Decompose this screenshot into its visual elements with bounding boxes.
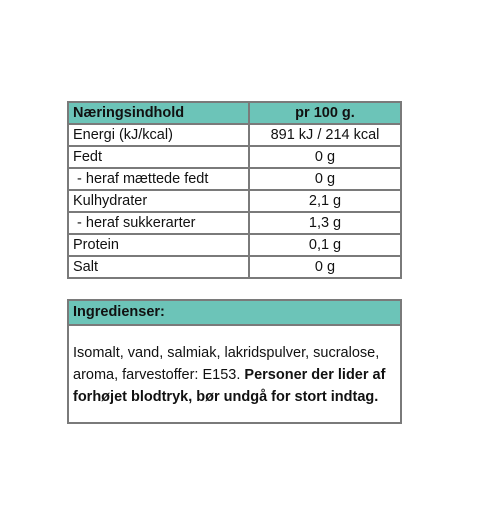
ingredients-text: Isomalt, vand, salmiak, lakridspulver, sucralose, aroma, farvestoffer: E153. xyxy=(73,345,380,383)
nutrition-row xyxy=(68,256,401,278)
nutrient-value: 1,3 g xyxy=(249,212,401,234)
nutrition-header-name: Næringsindhold xyxy=(68,102,249,124)
nutrition-row xyxy=(68,146,401,168)
nutrition-row xyxy=(68,190,401,212)
nutrition-row xyxy=(68,168,401,190)
nutrient-value: 0 g xyxy=(249,146,401,168)
nutrient-name: Fedt xyxy=(68,146,249,168)
nutrition-table xyxy=(67,101,402,279)
nutrient-value: 0,1 g xyxy=(249,234,401,256)
nutrition-row xyxy=(68,212,401,234)
nutrient-name: Kulhydrater xyxy=(68,190,249,212)
nutrient-name: - heraf sukkerarter xyxy=(68,212,249,234)
ingredients-body xyxy=(69,326,400,408)
nutrition-header-value: pr 100 g. xyxy=(249,102,401,124)
nutrient-value: 2,1 g xyxy=(249,190,401,212)
ingredients-warning: Personer der lider af forhøjet blodtryk, bør undgå for stort indtag. xyxy=(73,367,386,405)
nutrient-name: Energi (kJ/kcal) xyxy=(68,124,249,146)
nutrition-row xyxy=(68,124,401,146)
nutrition-row xyxy=(68,234,401,256)
nutrient-name: - heraf mættede fedt xyxy=(68,168,249,190)
nutrient-name: Protein xyxy=(68,234,249,256)
ingredients-box xyxy=(67,299,402,424)
nutrient-value: 0 g xyxy=(249,256,401,278)
nutrient-name: Salt xyxy=(68,256,249,278)
ingredients-title: Ingredienser: xyxy=(69,301,400,326)
nutrient-value: 891 kJ / 214 kcal xyxy=(249,124,401,146)
nutrition-header-row xyxy=(68,102,401,124)
nutrient-value: 0 g xyxy=(249,168,401,190)
